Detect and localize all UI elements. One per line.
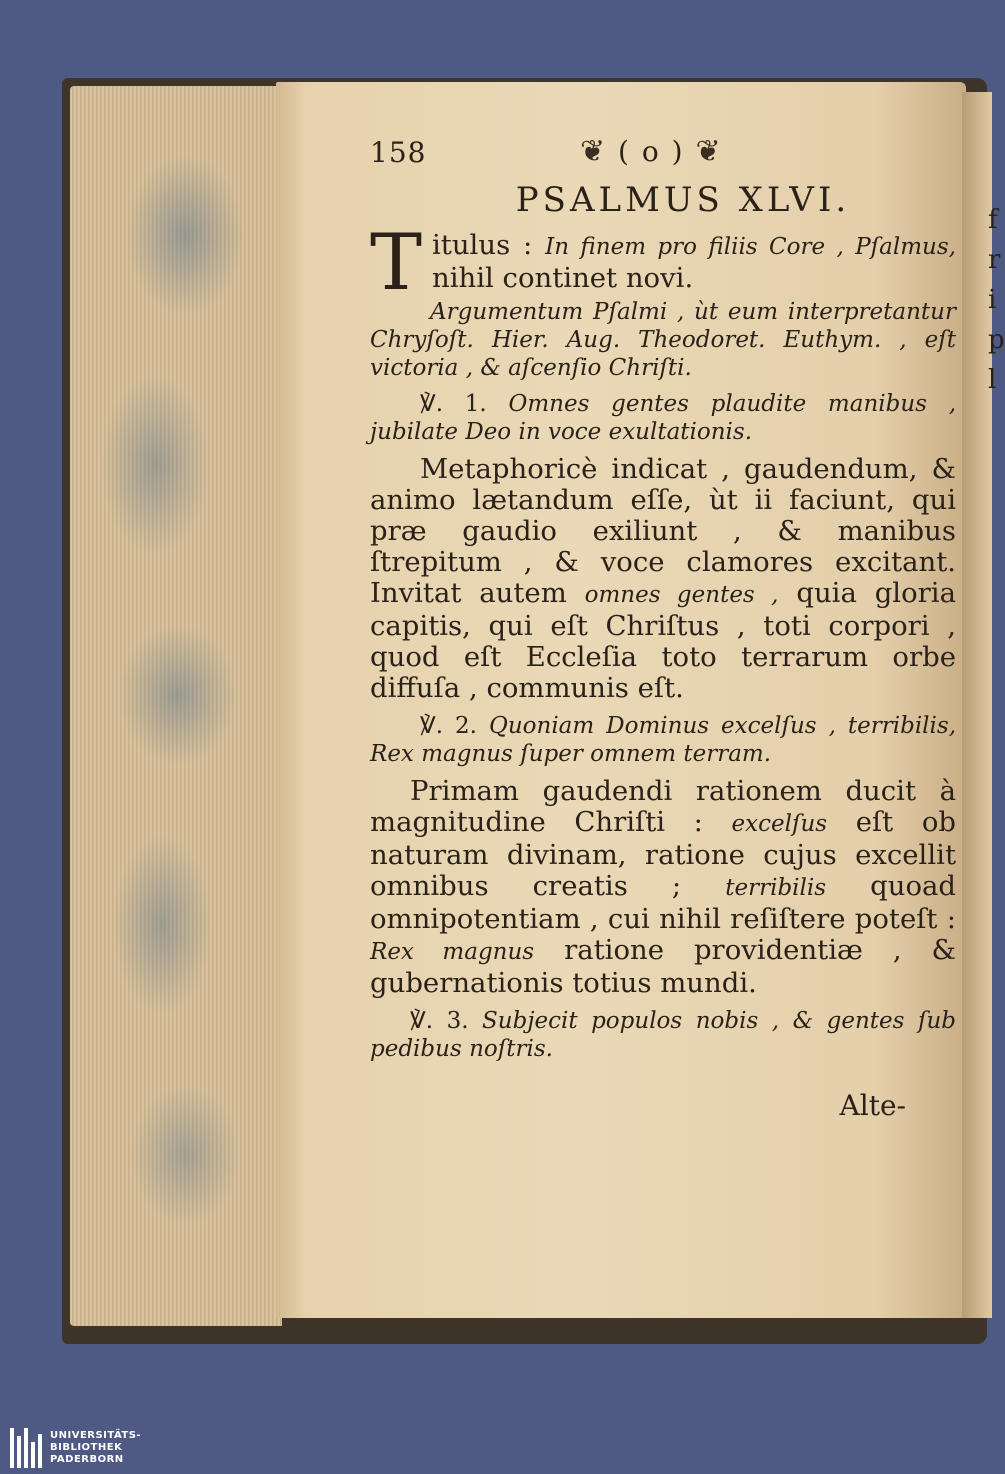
logo-line: PADERBORN	[50, 1454, 124, 1465]
dropcap: T	[370, 218, 423, 308]
next-page-letter: r	[988, 245, 1001, 275]
verse-3	[370, 1007, 956, 1063]
library-logo-icon	[10, 1428, 42, 1468]
verse-1	[370, 390, 956, 446]
next-page-letter: p	[988, 325, 1005, 355]
commentary-italic: omnes gentes ,	[584, 582, 779, 608]
library-logo	[10, 1428, 141, 1468]
catchword: Alte-	[839, 1089, 906, 1122]
fleuron-right-icon: ❦	[695, 134, 723, 169]
title-paragraph	[370, 218, 956, 308]
header-ornament	[580, 134, 723, 169]
commentary-text: Metaphoricè indicat , gaudendum, & animo lætandum eſſe, ùt ii faciunt, qui præ gaudio exiliunt , & manibus ſtrepitum , & voce clamores excitant. Invitat autem	[370, 453, 956, 609]
logo-line: UNIVERSITÄTS-	[50, 1430, 142, 1441]
edge-stain	[95, 120, 245, 1270]
title-rest: nihil continet novi.	[432, 262, 694, 294]
commentary-text: eſt ob naturam divinam, ratione cujus excellit omnibus creatis ;	[370, 806, 956, 902]
next-page-letters	[988, 200, 1005, 400]
commentary-italic: excelſus	[731, 811, 828, 837]
title-italic: In finem pro filiis Core , Pſalmus,	[545, 234, 956, 260]
commentary-text: Primam gaudendi rationem ducit à magnitudine Chriſti :	[370, 775, 956, 838]
commentary-text: ratione providentiæ , & gubernationis totius mundi.	[370, 934, 956, 999]
next-page-letter: l	[988, 365, 997, 395]
commentary-italic: Rex magnus	[370, 939, 535, 965]
logo-line: BIBLIOTHEK	[50, 1442, 123, 1453]
fleuron-left-icon: ❦	[580, 134, 608, 169]
page-header	[370, 130, 956, 176]
page-number: 158	[370, 136, 427, 169]
argument-paragraph: Argumentum Pſalmi , ùt eum interpretantur Chryſoſt. Hier. Aug. Theodoret. Euthym. , eſt victoria , & aſcenſio Chriſti.	[370, 299, 956, 381]
next-page-letter: i	[988, 285, 997, 315]
ornament-center: ( o )	[618, 135, 685, 168]
commentary-text: quia gloria capitis, qui eſt Chriſtus , toti corpori , quod eſt Eccleſia toto terrarum orbe diffuſa , communis eſt.	[370, 577, 956, 704]
footer-strip	[0, 1422, 1000, 1474]
verse-mark: ℣. 1.	[420, 391, 487, 417]
commentary-italic: terribilis	[725, 875, 827, 901]
title-label: itulus :	[432, 229, 546, 261]
page-text	[370, 130, 956, 1122]
commentary-text: quoad omnipotentiam , cui nihil reſiſtere poteſt :	[370, 870, 956, 935]
verse-mark: ℣. 3.	[410, 1008, 469, 1034]
commentary-paragraph-2	[370, 776, 956, 999]
verse-text: Subjecit populos nobis , & gentes ſub pedibus noſtris.	[370, 1008, 956, 1062]
psalm-title: PSALMUS XLVI.	[515, 180, 851, 220]
verse-text: Quoniam Dominus excelſus , terribilis, Rex magnus ſuper omnem terram.	[370, 713, 957, 767]
verse-text: Omnes gentes plaudite manibus , jubilate Deo in voce exultationis.	[370, 391, 957, 445]
library-logo-text	[50, 1430, 141, 1466]
verse-mark: ℣. 2.	[420, 713, 477, 739]
verse-2	[370, 712, 956, 768]
next-page-letter: f	[988, 205, 998, 235]
commentary-paragraph-1	[370, 454, 956, 704]
